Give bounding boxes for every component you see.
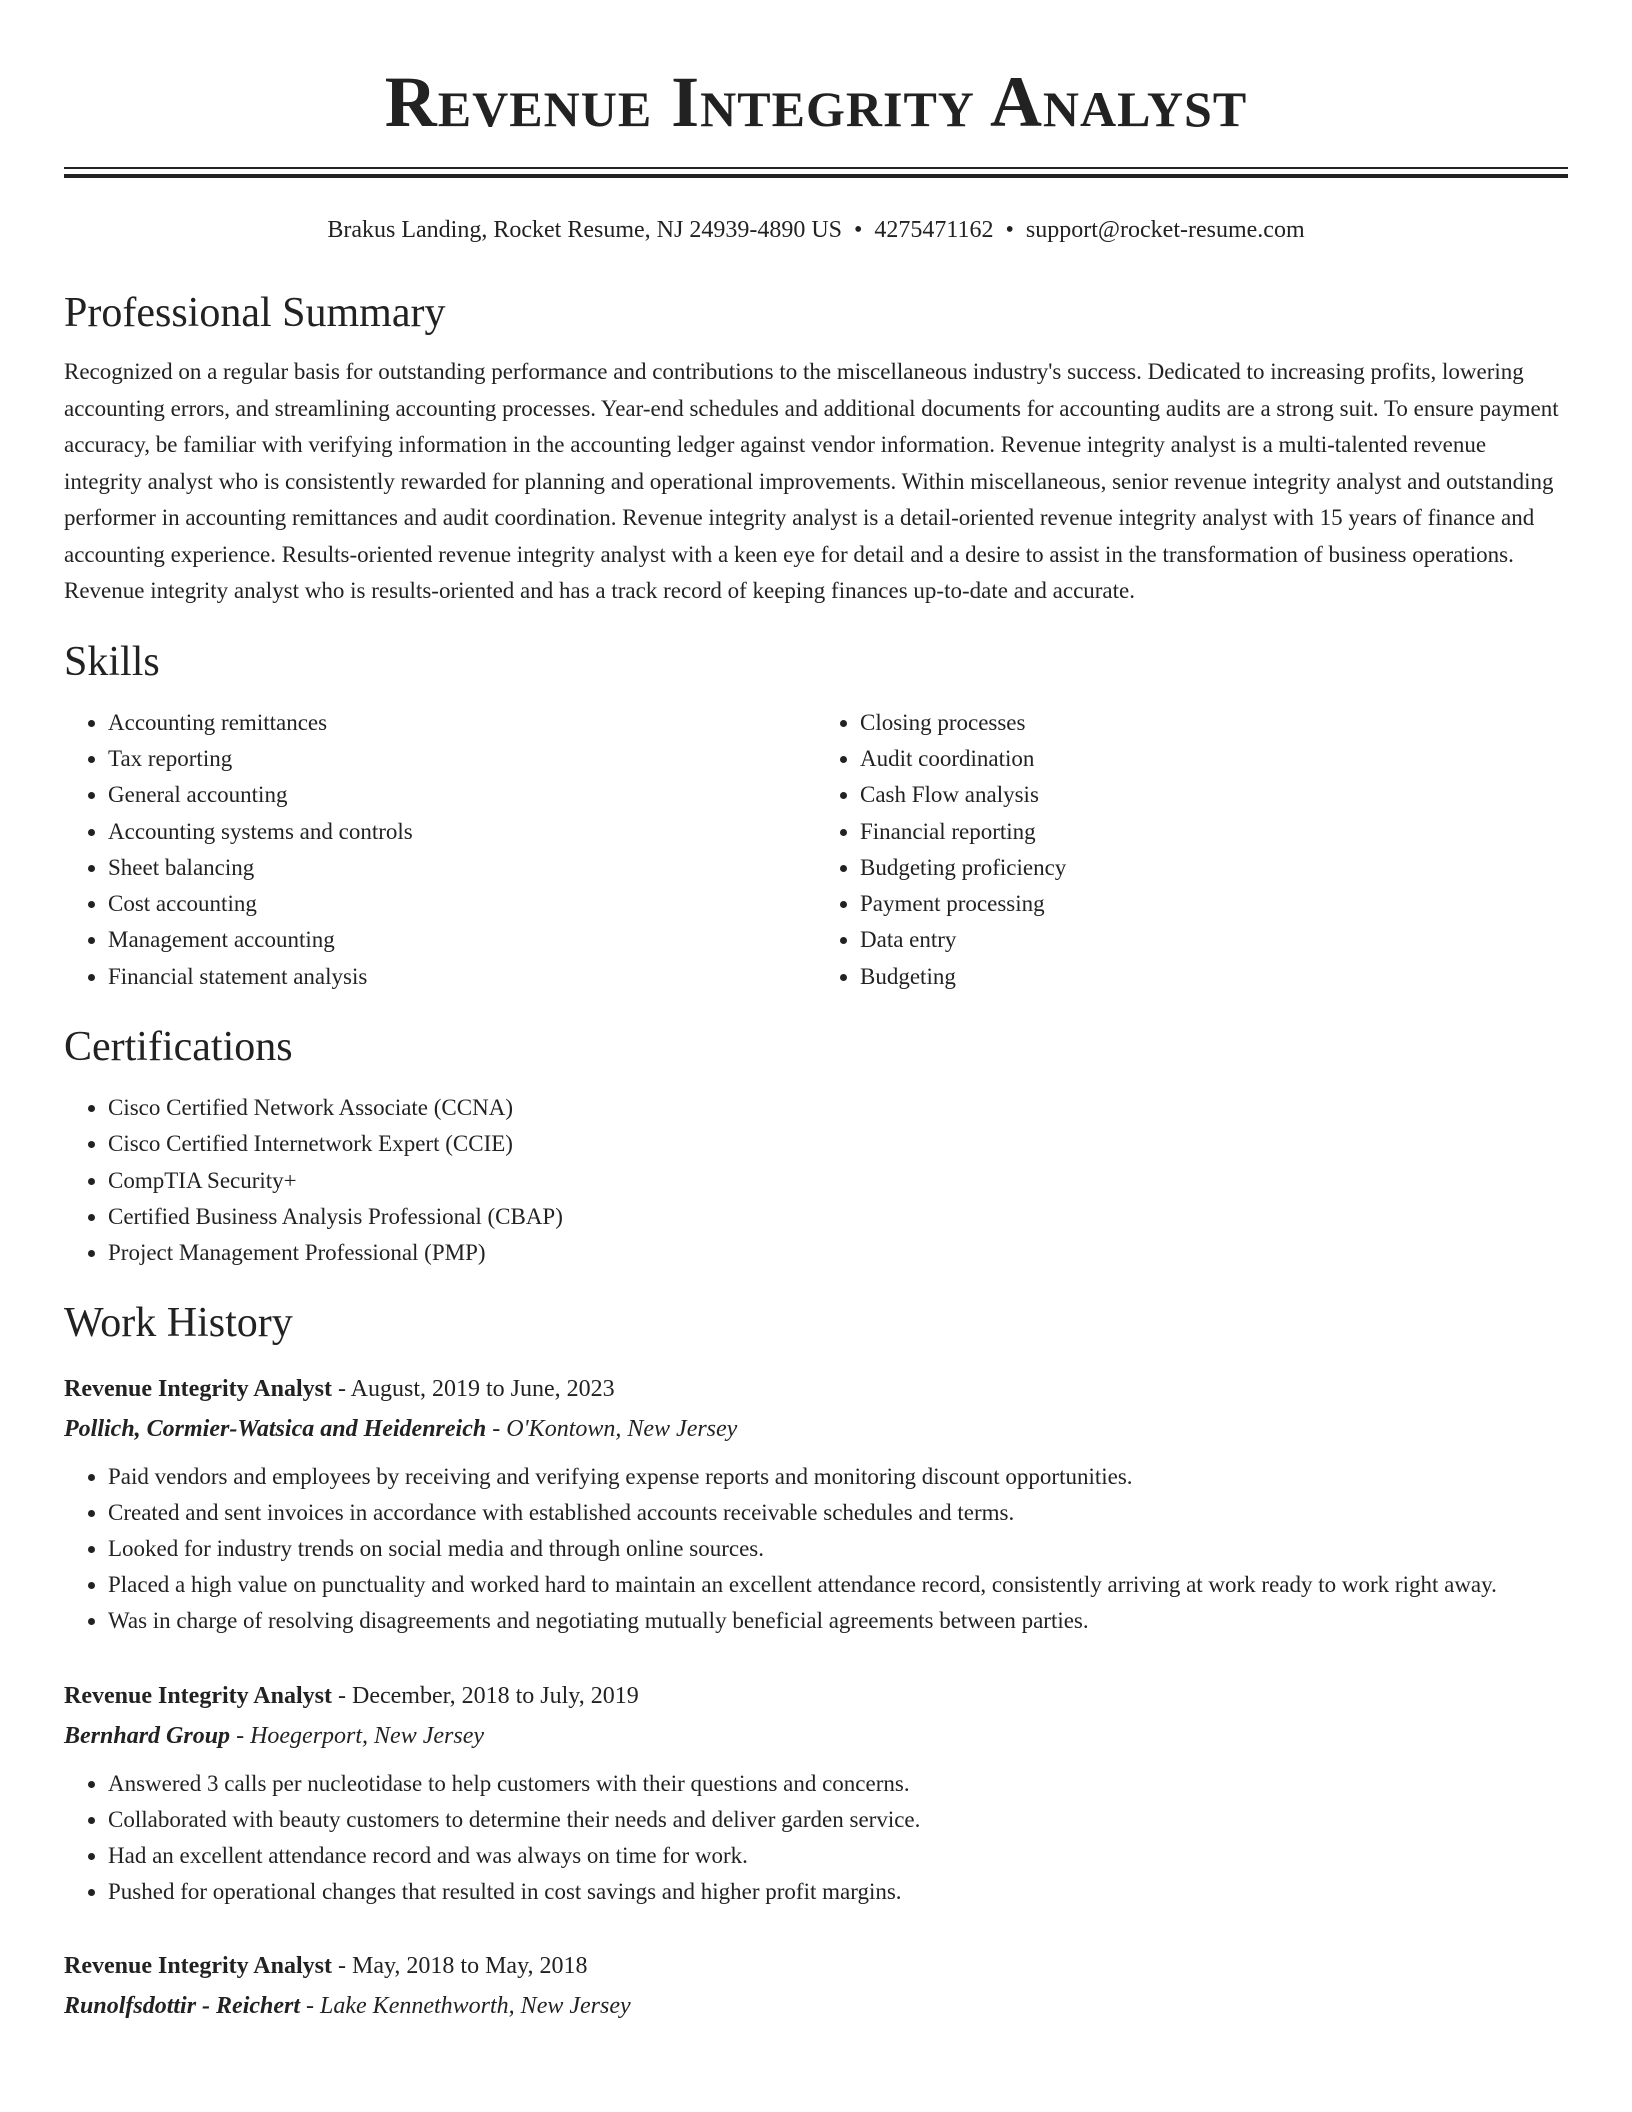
- skill-item: • Financial reporting: [860, 814, 1568, 850]
- certification-item: • Certified Business Analysis Professional (CBAP): [108, 1199, 1568, 1235]
- job-company-line: Pollich, Cormier-Watsica and Heidenreich - O'Kontown, New Jersey: [64, 1415, 738, 1442]
- contact-address: Brakus Landing, Rocket Resume, NJ 24939-4890 US: [327, 217, 842, 243]
- certifications-list: [64, 1090, 1568, 1271]
- job-location: Hoegerport, New Jersey: [250, 1722, 485, 1749]
- skill-item: • Cash Flow analysis: [860, 777, 1568, 813]
- skill-item: • Payment processing: [860, 886, 1568, 922]
- skill-item: • Cost accounting: [108, 886, 816, 922]
- skill-item: • Sheet balancing: [108, 850, 816, 886]
- summary-heading: Professional Summary: [64, 289, 446, 336]
- job-bullet: • Had an excellent attendance record and was always on time for work.: [108, 1838, 1568, 1874]
- skill-item: • Budgeting proficiency: [860, 850, 1568, 886]
- skill-item: • Budgeting: [860, 959, 1568, 995]
- work-history-heading: Work History: [64, 1300, 293, 1347]
- contact-email: support@rocket-resume.com: [1025, 217, 1305, 243]
- skill-item: • Accounting systems and controls: [108, 814, 816, 850]
- job-bullets: [64, 1766, 1568, 1911]
- job-title-line: Revenue Integrity Analyst - May, 2018 to May, 2018: [64, 1953, 588, 1980]
- job-location: O'Kontown, New Jersey: [506, 1415, 738, 1442]
- job-title: Revenue Integrity Analyst: [64, 1682, 332, 1709]
- skill-item: • Audit coordination: [860, 741, 1568, 777]
- job-company: Bernhard Group: [64, 1722, 231, 1749]
- job-company: Pollich, Cormier-Watsica and Heidenreich: [64, 1415, 487, 1442]
- job-entry: [64, 1369, 1568, 1640]
- skills-list-left: [64, 705, 816, 995]
- job-location: Lake Kennethworth, New Jersey: [320, 1993, 631, 2020]
- contact-separator: •: [854, 217, 863, 243]
- summary-text: Recognized on a regular basis for outstanding performance and contributions to the miscellaneous industry's success. Dedicated to increasing profits, lowering accounting errors, and streamlining accounting processes. Year-end schedules and additional documents for accounting audits are a strong suit. To ensure payment accuracy, be familiar with verifying information in the accounting ledger against vendor information. Revenue integrity analyst is a multi-talented revenue integrity analyst who is consistently rewarded for planning and operational improvements. Within miscellaneous, senior revenue integrity analyst and outstanding performer in accounting remittances and audit coordination. Revenue integrity analyst is a detail-oriented revenue integrity analyst with 15 years of finance and accounting experience. Results-oriented revenue integrity analyst with a keen eye for detail and a desire to assist in the transformation of business operations. Revenue integrity analyst who is results-oriented and has a track record of keeping finances up-to-date and accurate.: [64, 359, 1559, 604]
- certification-item: • Project Management Professional (PMP): [108, 1235, 1568, 1271]
- contact-line: [64, 216, 1568, 245]
- contact-separator: •: [1005, 217, 1014, 243]
- job-title-line: Revenue Integrity Analyst - December, 2018 to July, 2019: [64, 1682, 639, 1709]
- skill-item: • Tax reporting: [108, 741, 816, 777]
- skill-item: • Data entry: [860, 922, 1568, 958]
- skills-heading: Skills: [64, 638, 160, 685]
- job-company: Runolfsdottir - Reichert: [64, 1993, 301, 2020]
- job-bullet: • Paid vendors and employees by receiving and verifying expense reports and monitoring discount opportunities.: [108, 1459, 1568, 1495]
- skills-list-right: [816, 705, 1568, 995]
- certification-item: • CompTIA Security+: [108, 1163, 1568, 1199]
- job-title: Revenue Integrity Analyst: [64, 1375, 332, 1402]
- job-dates: December, 2018 to July, 2019: [351, 1682, 639, 1709]
- job-bullets: [64, 1459, 1568, 1640]
- job-dates: August, 2019 to June, 2023: [350, 1375, 615, 1402]
- job-title-line: Revenue Integrity Analyst - August, 2019 to June, 2023: [64, 1375, 615, 1402]
- skill-item: • General accounting: [108, 777, 816, 813]
- skill-item: • Closing processes: [860, 705, 1568, 741]
- job-title: Revenue Integrity Analyst: [64, 1953, 332, 1980]
- certification-item: • Cisco Certified Network Associate (CCNA): [108, 1090, 1568, 1126]
- job-company-line: Bernhard Group - Hoegerport, New Jersey: [64, 1722, 485, 1749]
- skill-item: • Management accounting: [108, 922, 816, 958]
- job-bullet: • Placed a high value on punctuality and worked hard to maintain an excellent attendance record, consistently arriving at work ready to work right away.: [108, 1567, 1568, 1603]
- title-divider-thick: [64, 174, 1568, 178]
- job-dates: May, 2018 to May, 2018: [351, 1953, 588, 1980]
- skills-columns: [64, 705, 1568, 995]
- job-bullet: • Looked for industry trends on social media and through online sources.: [108, 1531, 1568, 1567]
- job-bullet: • Was in charge of resolving disagreements and negotiating mutually beneficial agreements between parties.: [108, 1603, 1568, 1639]
- job-bullet: • Answered 3 calls per nucleotidase to help customers with their questions and concerns.: [108, 1766, 1568, 1802]
- certification-item: • Cisco Certified Internetwork Expert (CCIE): [108, 1126, 1568, 1162]
- job-bullet: • Created and sent invoices in accordance with established accounts receivable schedules and terms.: [108, 1495, 1568, 1531]
- skill-item: • Accounting remittances: [108, 705, 816, 741]
- resume-title: Revenue Integrity Analyst: [384, 62, 1248, 142]
- skill-item: • Financial statement analysis: [108, 959, 816, 995]
- job-bullet: • Pushed for operational changes that resulted in cost savings and higher profit margins.: [108, 1874, 1568, 1910]
- job-company-line: Runolfsdottir - Reichert - Lake Kennethworth, New Jersey: [64, 1993, 631, 2020]
- job-entry: [64, 1946, 1568, 2026]
- job-bullet: • Collaborated with beauty customers to determine their needs and deliver garden service.: [108, 1802, 1568, 1838]
- job-entry: [64, 1676, 1568, 1911]
- contact-phone: 4275471162: [874, 217, 994, 243]
- certifications-heading: Certifications: [64, 1023, 293, 1070]
- title-divider-thin: [64, 167, 1568, 169]
